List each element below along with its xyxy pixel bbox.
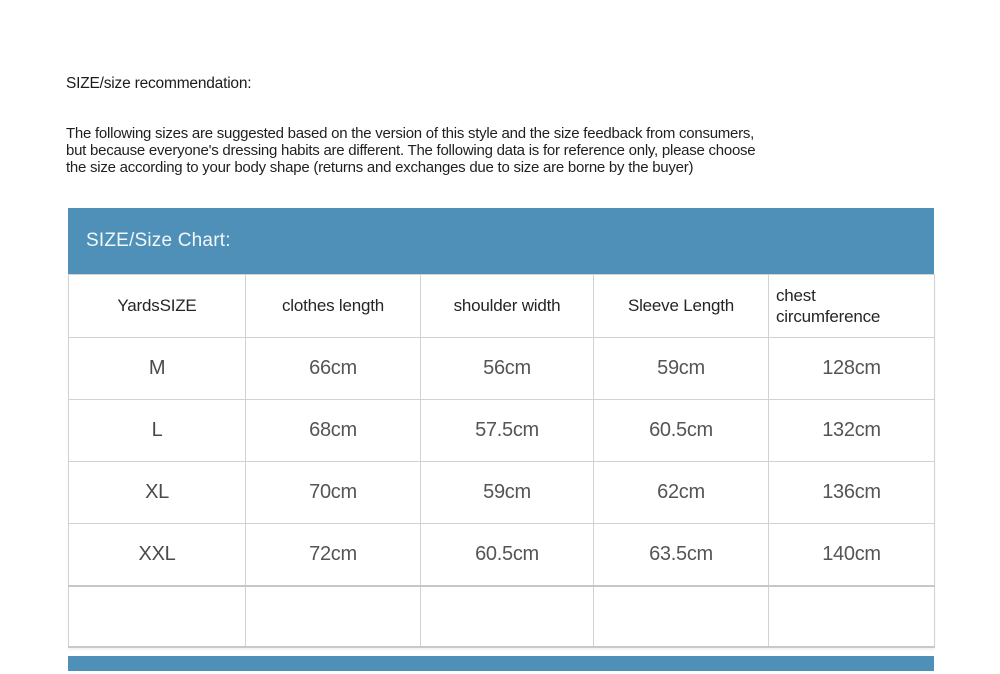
table-row-empty bbox=[69, 586, 935, 647]
cell-size: L bbox=[69, 400, 246, 462]
cell-sleeve-length: 62cm bbox=[594, 462, 769, 524]
cell-shoulder-width: 57.5cm bbox=[421, 400, 594, 462]
table-row-l bbox=[69, 400, 935, 462]
cell-size: XL bbox=[69, 462, 246, 524]
cell-sleeve-length: 63.5cm bbox=[594, 524, 769, 586]
intro-paragraph bbox=[66, 125, 936, 176]
table-row-xxl bbox=[69, 524, 935, 586]
column-header-clothes-length: clothes length bbox=[246, 275, 421, 338]
section-heading: SIZE/size recommendation: bbox=[66, 75, 252, 92]
table-row-xl bbox=[69, 462, 935, 524]
cell-sleeve-length: 60.5cm bbox=[594, 400, 769, 462]
cell-clothes-length: 66cm bbox=[246, 338, 421, 400]
intro-line-3: the size according to your body shape (returns and exchanges due to size are borne by the buyer) bbox=[66, 159, 694, 176]
column-header-chest-circumference: chest circumference bbox=[769, 275, 935, 338]
cell-shoulder-width: 60.5cm bbox=[421, 524, 594, 586]
intro-line-1: The following sizes are suggested based on the version of this style and the size feedback from consumers, bbox=[66, 125, 755, 142]
table-row-m bbox=[69, 338, 935, 400]
cell-sleeve-length: 59cm bbox=[594, 338, 769, 400]
bottom-accent-bar bbox=[68, 656, 934, 671]
cell-chest-circumference: 136cm bbox=[769, 462, 935, 524]
column-header-shoulder-width: shoulder width bbox=[421, 275, 594, 338]
cell-size: M bbox=[69, 338, 246, 400]
cell-shoulder-width bbox=[421, 586, 594, 647]
cell-clothes-length: 72cm bbox=[246, 524, 421, 586]
cell-shoulder-width: 59cm bbox=[421, 462, 594, 524]
cell-clothes-length: 70cm bbox=[246, 462, 421, 524]
cell-clothes-length: 68cm bbox=[246, 400, 421, 462]
cell-shoulder-width: 56cm bbox=[421, 338, 594, 400]
intro-line-2: but because everyone's dressing habits are different. The following data is for reference only, please choose bbox=[66, 142, 756, 159]
column-header-yards-size: YardsSIZE bbox=[69, 275, 246, 338]
cell-chest-circumference: 128cm bbox=[769, 338, 935, 400]
cell-chest-circumference: 140cm bbox=[769, 524, 935, 586]
cell-chest-circumference: 132cm bbox=[769, 400, 935, 462]
column-header-sleeve-length: Sleeve Length bbox=[594, 275, 769, 338]
cell-size: XXL bbox=[69, 524, 246, 586]
cell-sleeve-length bbox=[594, 586, 769, 647]
size-chart-title: SIZE/Size Chart: bbox=[86, 230, 231, 251]
cell-clothes-length bbox=[246, 586, 421, 647]
size-chart-title-bar bbox=[68, 208, 934, 274]
cell-size bbox=[69, 586, 246, 647]
cell-chest-circumference bbox=[769, 586, 935, 647]
size-chart-table bbox=[68, 274, 935, 648]
table-header-row bbox=[69, 275, 935, 338]
